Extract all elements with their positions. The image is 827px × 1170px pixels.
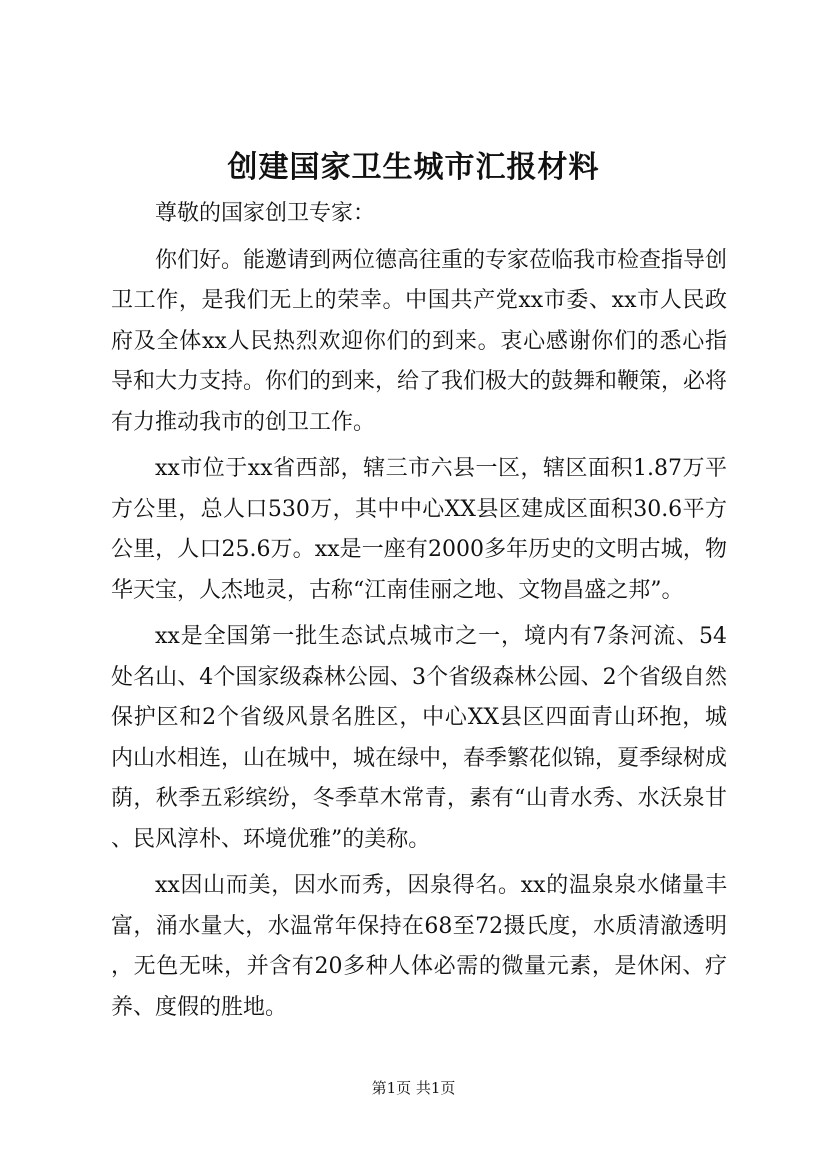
city-overview-paragraph: xx市位于xx省西部，辖三市六县一区，辖区面积1.87万平方公里，总人口530万，其中中心XX县区建成区面积30.6平方公里，人口25.6万。xx是一座有2000多年历史的文明古城，物华天宝，人杰地灵，古称“江南佳丽之地、文物昌盛之邦”。: [111, 456, 727, 603]
hot-spring-paragraph: xx因山而美，因水而秀，因泉得名。xx的温泉泉水储量丰富，涌水量大，水温常年保持在68至72摄氏度，水质清澈透明，无色无味，并含有20多种人体必需的微量元素，是休闲、疗养、度假的胜地。: [111, 873, 727, 1020]
salutation-paragraph: 尊敬的国家创卫专家：: [155, 201, 376, 226]
document-title: 创建国家卫生城市汇报材料: [227, 150, 600, 185]
ecology-paragraph: xx是全国第一批生态试点城市之一，境内有7条河流、54处名山、4个国家级森林公园、3个省级森林公园、2个省级自然保护区和2个省级风景名胜区，中心XX县区四面青山环抱，城内山水相连，山在城中，城在绿中，春季繁花似锦，夏季绿树成荫，秋季五彩缤纷，冬季草木常青，素有“山青水秀、水沃泉甘、民风淳朴、环境优雅”的美称。: [111, 624, 728, 852]
greeting-paragraph: 你们好。能邀请到两位德高往重的专家莅临我市检查指导创卫工作，是我们无上的荣幸。中国共产党xx市委、xx市人民政府及全体xx人民热烈欢迎你们的到来。衷心感谢你们的悉心指导和大力支持。你们的到来，给了我们极大的鼓舞和鞭策，必将有力推动我市的创卫工作。: [111, 247, 728, 435]
page-number-footer: 第1页 共1页: [371, 1079, 456, 1097]
document-body: [111, 194, 727, 1028]
